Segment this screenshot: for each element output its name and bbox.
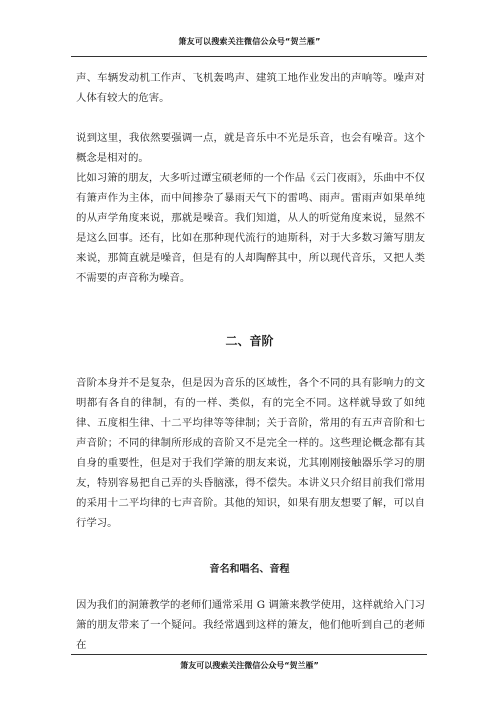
page-header: 箫友可以搜索关注微信公众号“贺兰雁”: [178, 37, 321, 46]
page-footer: 箫友可以搜索关注微信公众号“贺兰雁”: [180, 661, 319, 670]
section-heading-scale: 二、音阶: [225, 334, 274, 348]
paragraph-example: 比如习箫的朋友，大多听过谭宝硕老师的一个作品《云门夜雨》，乐曲中不仅有箫声作为主体，而中间掺杂了暴雨天气下的雷鸣、雨声。雷雨声如果单纯的从声学角度来说，那就是噪音。我们知道，从人的听觉角度来说，显然不是这么回事。还有，比如在那种现代流行的迪斯科，对于大多数习箫写朋友来说，那简直就是噪音，但是有的人却陶醉其中，所以现代音乐，又把人类不需要的声音称为噪音。: [76, 172, 425, 284]
paragraph-relative-concept: 说到这里，我依然要强调一点，就是音乐中不光是乐音，也会有噪音。这个概念是相对的。: [76, 132, 425, 164]
paragraph-scale: 音阶本身并不是复杂，但是因为音乐的区域性，各个不同的具有影响力的文明都有各自的律制，有的一样、类似，有的完全不同。这样就导致了如纯律、五度相生律、十二平均律等等律制；关于音阶，常用的有五声音阶和七声音阶；不同的律制所形成的音阶又不是完全一样的。这些理论概念都有其自身的重要性，但是对于我们学箫的朋友来说，尤其刚刚接触器乐学习的朋友，特别容易把自己弄的头昏脑涨，得不偿失。本讲义只介绍目前我们常用的采用十二平均律的七声音阶。其他的知识，如果有朋友想要了解，可以自行学习。: [76, 377, 425, 529]
header-divider: [71, 56, 427, 57]
section-heading-note-names: 音名和唱名、音程: [209, 564, 290, 575]
paragraph-noise-harm: 声、车辆发动机工作声、飞机轰鸣声、建筑工地作业发出的声响等。噪声对人体有较大的危害。: [76, 72, 425, 104]
footer-divider: [71, 654, 427, 655]
paragraph-teaching: 因为我们的洞箫教学的老师们通常采用 G 调箫来教学使用，这样就给入门习箫的朋友带来了一个疑问。我经常遇到这样的箫友，他们他听到自己的老师在: [76, 599, 425, 651]
